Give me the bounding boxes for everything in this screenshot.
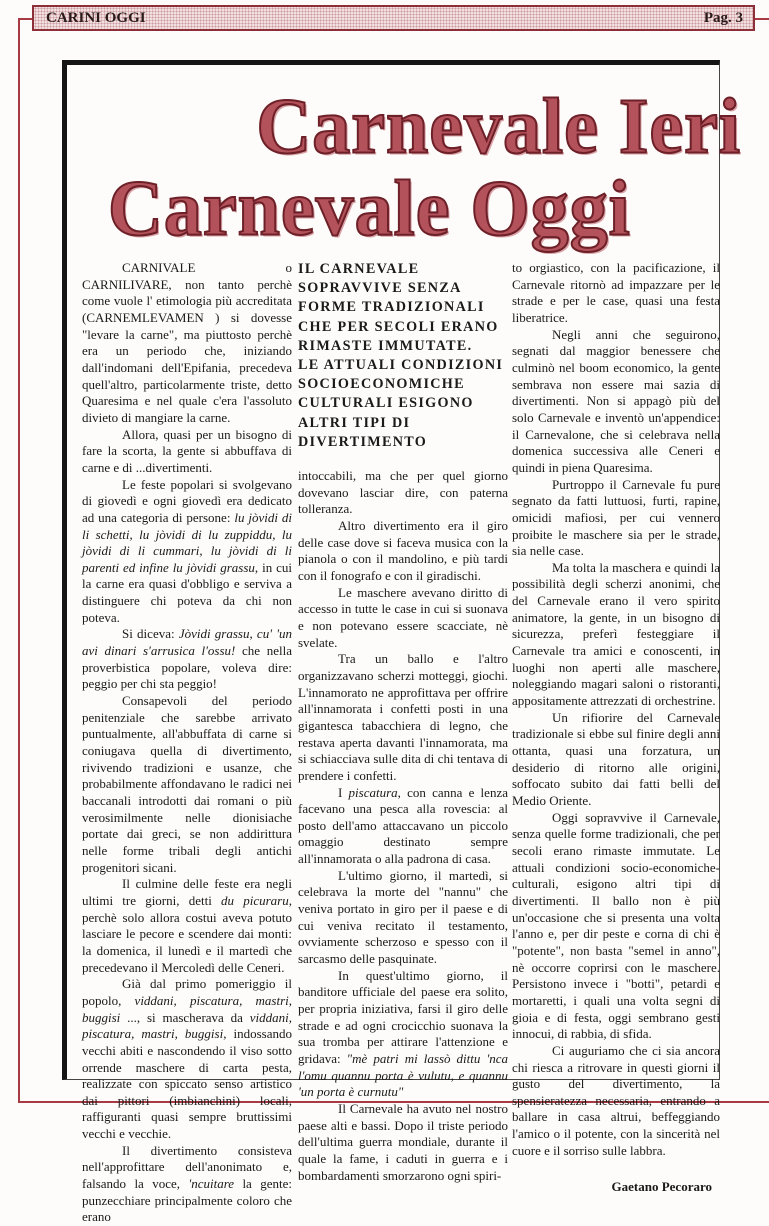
text-run: In quest'ultimo giorno, il banditore ufficiale del paese era solito, per propria iniziativa, farsi il giro delle strade e ad ogni crocicchio suonava la sua tromba per attirare l'attenzione e gridava: xyxy=(298,967,508,1066)
article-paragraph xyxy=(82,976,292,1143)
article-paragraph xyxy=(512,1043,720,1160)
article-column-2 xyxy=(298,260,508,1184)
author-signature: Gaetano Pecoraro xyxy=(611,1179,712,1195)
dialect-quote: du picuraru xyxy=(221,892,289,908)
kicker-line: LE ATTUALI CONDIZIONI xyxy=(298,357,504,374)
article-paragraph xyxy=(512,810,720,1043)
text-run: Il Carnevale ha avuto nel nostro paese alti e bassi. Dopo il triste periodo dell'ultima guerra mondiale, durante il quale la fame, i caduti in guerra e i bombardamenti smorzarono ogni spiri- xyxy=(298,1100,508,1183)
article-paragraph xyxy=(82,477,292,627)
text-run: Già dal primo pomeriggio il popolo, xyxy=(82,976,292,1008)
text-run: Le maschere avevano diritto di accesso in tutte le case in cui si suonava e non potevano essere scacciate, nè svelate. xyxy=(298,584,508,650)
text-run: Il divertimento consisteva nell'approfittare dell'anonimato e, falsando la voce, xyxy=(82,1142,292,1192)
article-column-1 xyxy=(82,260,292,1226)
article-paragraph xyxy=(512,327,720,477)
text-run: L'ultimo giorno, il martedì, si celebrava la morte del "nannu" che veniva portato in giro per il paese e di cui veniva recitato il testamento, ovviamente scherzoso e spesso con il sarcasmo delle pasquinate. xyxy=(298,867,508,967)
page-frame-top xyxy=(18,18,32,20)
text-run: indossando vecchi abiti e nascondendo il viso sotto orrende maschere di carta pesta, realizzate con spiccato senso artistico dai pittori (imbianchini) locali, raffiguranti quasi sempre bruttissimi vecchi e vecchie. xyxy=(82,1026,293,1142)
text-run: Ma tolta la maschera e quindi la possibilità degli scherzi anonimi, che del Carnevale erano il vero spirito animatore, la gente, in un bisogno di sicurezza, preferì festeggiare il Carnevale tra amici e conoscenti, in luoghi non aperti alle maschere, noleggiando magari saloni o ristoranti, appositamente attrezzati di orchestrine. xyxy=(512,559,720,709)
kicker-line: DIVERTIMENTO xyxy=(298,433,428,450)
text-run: Negli anni che seguirono, segnati dal maggior benessere che culminò nel boom economico, la gente sembrava non essere mai sazia di divertimenti. Non si appagò più del solo Carnevale e inventò un'appendice: il Carnevalone, che si celebrava nella domenica successiva alle Ceneri e quindi in piena Quaresima. xyxy=(512,326,720,475)
article-paragraph xyxy=(298,468,508,518)
article-paragraph xyxy=(82,693,292,876)
text-run: I xyxy=(338,784,349,800)
dialect-quote: "mè patri mi lassò dittu 'nca l'omu quannu porta è vulutu, e quannu 'un porta è curnutu" xyxy=(298,1051,509,1100)
article-paragraph xyxy=(298,585,508,652)
dialect-quote: viddani, piscatura, mastri, buggisi xyxy=(82,992,292,1025)
article-paragraph xyxy=(82,1143,292,1226)
text-run: ..., si mascherava da xyxy=(120,1009,250,1025)
kicker-line: CHE PER SECOLI ERANO xyxy=(298,318,499,335)
text-run: , con canna e lenza facevano una pesca alla rovescia: al posto dell'amo attaccavano un piccolo omaggio destinato sempre all'innamorata o alla padrona di casa. xyxy=(298,784,508,867)
article-paragraph xyxy=(82,876,292,976)
article-paragraph xyxy=(82,260,292,427)
article-paragraph xyxy=(82,626,292,693)
kicker-line: IL CARNEVALE xyxy=(298,261,420,277)
publication-name: CARINI OGGI xyxy=(46,10,146,26)
dialect-quote: viddani, piscatura, mastri, buggisi, xyxy=(82,1009,292,1042)
text-run: , in cui la carne era quasi d'obbligo e serviva a distinguere chi poteva da chi non poteva. xyxy=(82,559,292,625)
article-paragraph xyxy=(298,968,508,1101)
kicker-line: CULTURALI ESIGONO xyxy=(298,395,474,412)
article-paragraph xyxy=(512,710,720,810)
kicker-line: RIMASTE IMMUTATE. xyxy=(298,337,473,354)
text-run: Un rifiorire del Carnevale tradizionale si ebbe sul finire degli anni ottanta, quasi una forzatura, un desiderio di ritorno alle origini, soffocato subito dai fatti belli del Medio Oriente. xyxy=(512,709,720,808)
article-column-3 xyxy=(512,260,720,1196)
text-run: to orgiastico, con la pacificazione, il Carnevale ritornò ad impazzare per le strade e per le case, quasi una festa liberatrice. xyxy=(512,260,720,325)
dialect-quote: Jòvidi grassu, cu' 'un avi dinari s'arrusica l'ossu! xyxy=(82,626,292,659)
page-frame-top-right xyxy=(755,18,769,20)
text-run: Tra un ballo e l'altro organizzavano scherzi motteggi, giochi. L'innamorato ne approfittava per offrire all'innamorata i confetti posti in una gigantesca tabacchiera di legno, che restava aperta davanti l'innamorata, ma si schiacciava sulle dita di chi tentava di prendere i confetti. xyxy=(298,651,508,783)
article-paragraph xyxy=(512,560,720,710)
kicker-line: SOPRAVVIVE SENZA xyxy=(298,280,462,297)
text-run: Si diceva: xyxy=(122,626,179,642)
text-run: Oggi sopravvive il Carnevale, senza quelle forme tradizionali, che per secoli erano rimaste immutate. Le attuali condizioni socio-economiche-culturali, esigono altri tipi di divertimenti. Il ballo non è più un'occasione che si presenta una volta l'anno e, per dir peste e corna di chi è "potente", non basta "semel in anno", nè occorre coprirsi con le maschere. Persistono invece i "botti", petardi e mortaretti, i quali una volta segni di gioia e di festa, oggi sembrano gesti innocui, di rabbia, di sfida. xyxy=(512,809,720,1042)
text-run: , perchè solo allora costui aveva potuto lasciare le pecore e scendere dai monti: la domenica, il lunedì e il martedì che precedevano il Mercoledì delle Ceneri. xyxy=(82,892,292,975)
article-paragraph xyxy=(512,260,720,327)
article-paragraph xyxy=(298,868,508,968)
article-paragraph xyxy=(298,1101,508,1184)
text-run: CARNIVALE o CARNILIVARE, non tanto perchè come vuole l' etimologia più accreditata (CARNEMLEVAMEN ) si dovesse "levare la carne", ma piuttosto perchè era un periodo che, iniziando dall'indomani dell'Epifania, precedeva quell'altro, particolarmente triste, detto Quaresima e nel quale c'era l'assoluto divieto di mangiare la carne. xyxy=(82,260,292,425)
kicker-line: FORME TRADIZIONALI xyxy=(298,299,485,316)
text-run: la gente: punzecchiare principalmente coloro che erano xyxy=(82,1176,292,1225)
kicker-summary xyxy=(298,260,508,452)
text-run: Le feste popolari si svolgevano di giovedì e ogni giovedì era dedicato ad una categoria di persone: xyxy=(82,476,292,525)
text-run: Consapevoli del periodo penitenziale che sarebbe arrivato puntualmente, all'abbuffata di carne si coniugava quella di divertimento, rivivendo tradizioni e usanze, che probabilmente affondavano le radici nei baccanali introdotti dai romani o più verosimilmente nelle dionisiache portate dai greci, se non addirittura nelle forme tribali degli antichi progenitori sicani. xyxy=(82,693,292,875)
text-run: Purtroppo il Carnevale fu pure segnato da fatti luttuosi, furti, rapine, omicidi mafiosi, per cui vennero proibite le maschere sia per le strade, sia nelle case. xyxy=(512,476,720,559)
article-paragraph xyxy=(298,651,508,784)
text-run: Allora, quasi per un bisogno di fare la scorta, la gente si abbuffava di carne e di ...divertimenti. xyxy=(82,426,292,475)
headline-line-1: Carnevale Ieri xyxy=(256,81,741,171)
text-run: Altro divertimento era il giro delle case dove si faceva musica con la pianola o con il mandolino, e più tardi con il fonografo e con il giradischi. xyxy=(298,518,508,583)
dialect-quote: lu jòvidi di li schetti, lu jòvidi di lu zuppiddu, lu jòvidi di li cummari, lu jòvidi di li parenti ed infine lu jòvidi grassu xyxy=(82,509,292,575)
article-paragraph xyxy=(298,785,508,868)
masthead xyxy=(32,5,755,31)
page-number: Pag. 3 xyxy=(703,10,743,26)
dialect-quote: piscatura xyxy=(348,784,398,800)
article-paragraph xyxy=(298,518,508,585)
dialect-quote: 'ncuitare xyxy=(188,1176,235,1192)
article-paragraph xyxy=(82,427,292,477)
text-run: intoccabili, ma che per quel giorno dovevano lasciar dire, con paterna tolleranza. xyxy=(298,468,508,517)
text-run: Il culmine delle feste era negli ultimi tre giorni, detti xyxy=(82,876,292,908)
article-paragraph xyxy=(512,477,720,560)
text-run: che nella proverbistica popolare, voleva dire: peggio per chi sta peggio! xyxy=(82,643,292,692)
text-run: Ci auguriamo che ci sia ancora chi riesca a ritrovare in questi giorni il gusto del divertimento, la spensieratezza necessaria, entrando a ballare in casa altrui, beffeggiando l'amico o il potente, con la sincerità nel cuore e il sorriso sulle labbra. xyxy=(512,1042,720,1158)
kicker-line: SOCIOECONOMICHE xyxy=(298,376,465,393)
page-frame-left xyxy=(18,18,20,1103)
headline-line-2: Carnevale Oggi xyxy=(108,163,631,253)
kicker-line: ALTRI TIPI DI xyxy=(298,414,411,431)
